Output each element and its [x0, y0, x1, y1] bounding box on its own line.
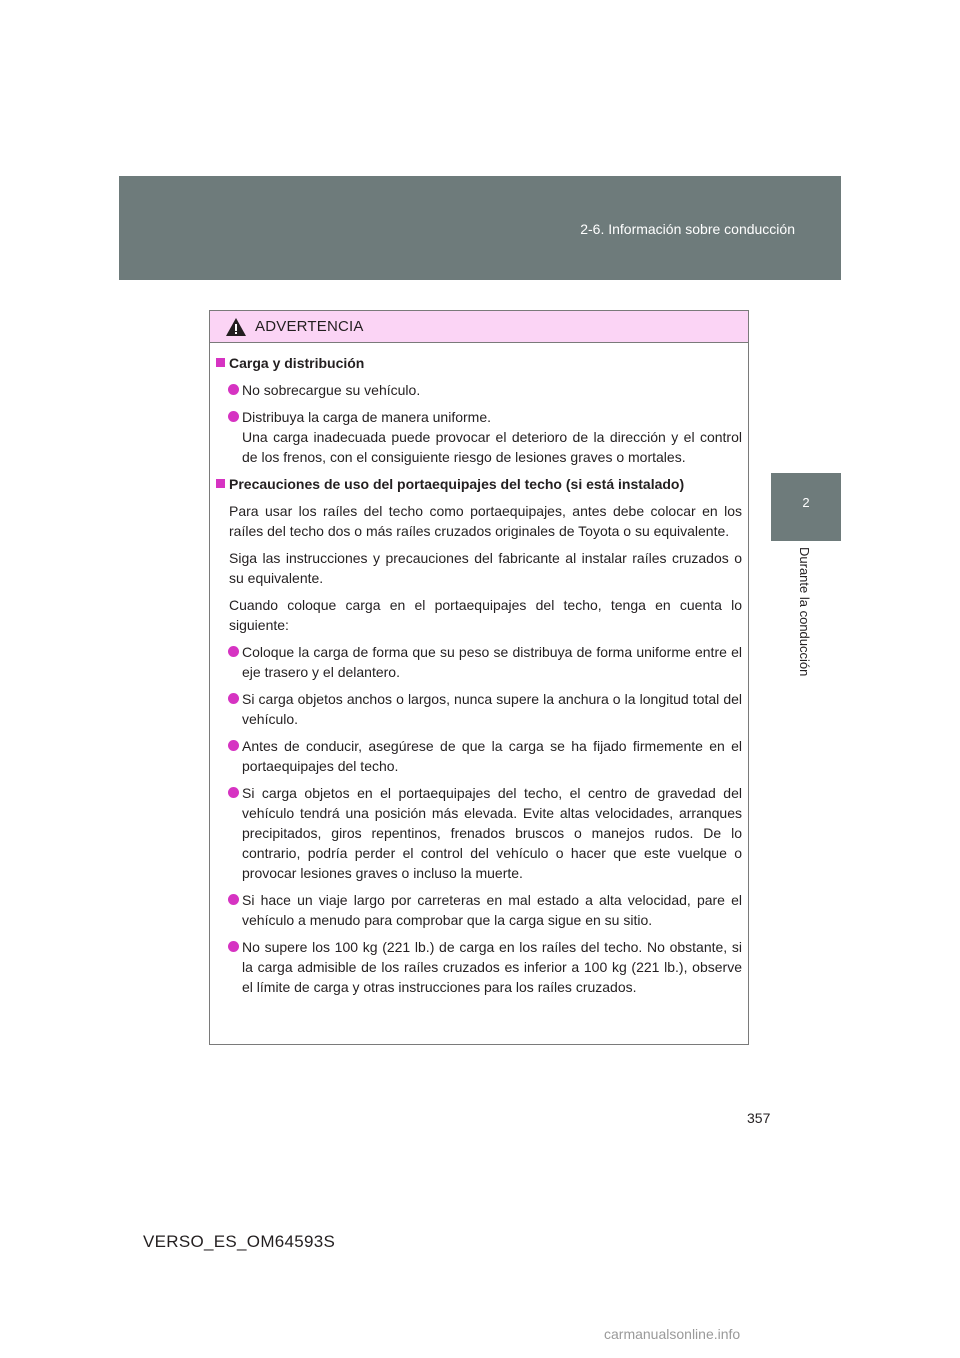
warning-box [209, 310, 749, 1045]
warning-header [210, 311, 748, 343]
list-item: Si carga objetos anchos o largos, nunca supere la anchura o la longitud total del vehículo. [216, 689, 742, 729]
round-bullet-icon [228, 411, 239, 422]
square-bullet-icon [216, 358, 225, 367]
round-bullet-icon [228, 693, 239, 704]
list-item: Distribuya la carga de manera uniforme. Una carga inadecuada puede provocar el deterioro de la dirección y el control de los frenos, con el consiguiente riesgo de lesiones graves o mortales. [216, 407, 742, 467]
round-bullet-icon [228, 646, 239, 657]
round-bullet-icon [228, 787, 239, 798]
round-bullet-icon [228, 941, 239, 952]
list-item: No supere los 100 kg (221 lb.) de carga en los raíles del techo. No obstante, si la carga admisible de los raíles cruzados es inferior a 100 kg (221 lb.), observe el límite de carga y otras instrucciones para los raíles cruzados. [216, 937, 742, 997]
list-item: Si hace un viaje largo por carreteras en mal estado a alta velocidad, pare el vehículo a menudo para comprobar que la carga sigue en su sitio. [216, 890, 742, 930]
chapter-label-tab [771, 541, 841, 701]
square-bullet-icon [216, 479, 225, 488]
warning-triangle-icon [225, 317, 247, 337]
paragraph: Cuando coloque carga en el portaequipajes del techo, tenga en cuenta lo siguiente: [229, 597, 742, 633]
round-bullet-icon [228, 894, 239, 905]
warning-body [210, 343, 748, 997]
document-code: VERSO_ES_OM64593S [143, 1232, 336, 1251]
paragraph: Siga las instrucciones y precauciones del fabricante al instalar raíles cruzados o su equivalente. [229, 550, 742, 586]
section-heading: Precauciones de uso del portaequipajes del techo (si está instalado) [216, 474, 742, 494]
section-title-header: 2-6. Información sobre conducción [580, 221, 795, 237]
watermark: carmanualsonline.info [604, 1326, 741, 1342]
chapter-label: Durante la conducción [797, 547, 812, 677]
list-item: No sobrecargue su vehículo. [216, 380, 742, 400]
header-band [119, 176, 841, 280]
chapter-tab [771, 473, 841, 541]
list-item: Si carga objetos en el portaequipajes del techo, el centro de gravedad del vehículo tendrá una posición más elevada. Evite altas velocidades, arranques precipitados, giros repentinos, frenados bruscos o manejos rudos. De lo contrario, podría perder el control del vehículo o hacer que este vuelque o provocar lesiones graves o incluso la muerte. [216, 783, 742, 883]
page-number: 357 [747, 1110, 771, 1126]
round-bullet-icon [228, 740, 239, 751]
list-item: Coloque la carga de forma que su peso se distribuya de forma uniforme entre el eje trasero y el delantero. [216, 642, 742, 682]
warning-title: ADVERTENCIA [255, 318, 364, 335]
section-heading: Carga y distribución [216, 353, 742, 373]
round-bullet-icon [228, 384, 239, 395]
list-item: Antes de conducir, asegúrese de que la carga se ha fijado firmemente en el portaequipajes del techo. [216, 736, 742, 776]
chapter-number: 2 [802, 495, 810, 510]
paragraph: Para usar los raíles del techo como portaequipajes, antes debe colocar en los raíles del techo dos o más raíles cruzados originales de Toyota o su equivalente. [229, 503, 742, 539]
